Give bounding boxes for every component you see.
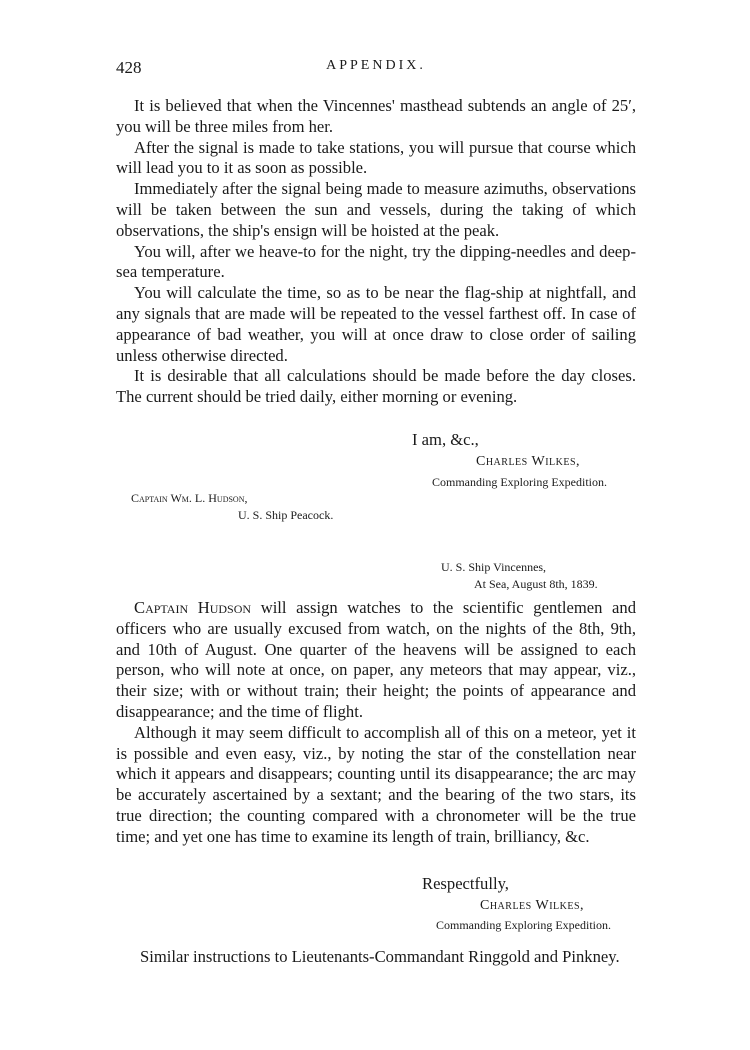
paragraph-text: will assign watches to the scientific gentlemen and officers who are usually excused from watch, on the nights of the 8th, 9th, and 10th of August. One quarter of the heavens will be assigned to each person, who will note at once, on paper, any meteors that may appear, viz., their size; with or without train; their height; the points of appearance and disappearance; and the time of flight. <box>116 598 637 721</box>
letter-two-body <box>116 598 636 848</box>
paragraph: After the signal is made to take stations, you will pursue that course which will lead you to it as soon as possible. <box>116 137 636 178</box>
letter-one-signature-name: Charles Wilkes, <box>476 454 581 469</box>
final-note-text: Similar instructions to Lieutenants-Commandant Ringgold and Pinkney. <box>140 947 620 966</box>
addressee-inline: Captain Hudson <box>134 598 252 617</box>
dateline-ship: U. S. Ship Vincennes, <box>441 560 547 574</box>
letter-two-closing: Respectfully, <box>422 874 509 893</box>
dateline-date: At Sea, August 8th, 1839. <box>474 577 598 591</box>
letter-one-signature-title: Commanding Exploring Expedition. <box>432 475 607 489</box>
letter-two-signature-name: Charles Wilkes, <box>480 898 585 913</box>
paragraph: You will, after we heave-to for the night, try the dipping-needles and deep-sea temperature. <box>116 241 636 282</box>
paragraph: You will calculate the time, so as to be near the flag-ship at nightfall, and any signals that are made will be repeated to the vessel farthest off. In case of appearance of bad weather, you will at once draw to close order of sailing unless otherwise directed. <box>116 283 636 365</box>
page-number: 428 <box>116 58 142 77</box>
paragraph <box>116 598 636 723</box>
addressee-ship: U. S. Ship Peacock. <box>238 508 334 522</box>
paragraph: Although it may seem difficult to accomplish all of this on a meteor, yet it is possible and even easy, viz., by noting the star of the constellation near which it appears and disappears; counting until its disappearance; the arc may be accurately ascertained by a sextant; and the bearing of the two stars, its true direction; the counting compared with a chronometer will be the true time; and yet one has time to examine its length of train, brilliancy, &c. <box>116 722 636 846</box>
letter-two-signature-title: Commanding Exploring Expedition. <box>436 918 611 932</box>
addressee-name: Captain Wm. L. Hudson, <box>131 491 248 505</box>
page-header <box>116 58 636 82</box>
paragraph: It is believed that when the Vincennes' masthead subtends an angle of 25′, you will be three miles from her. <box>116 96 636 136</box>
paragraph: Immediately after the signal being made to measure azimuths, observations will be taken between the sun and vessels, during the taking of which observations, the ship's ensign will be hoisted at the peak. <box>116 179 636 240</box>
letter-one-body <box>116 96 636 408</box>
running-head: APPENDIX. <box>326 58 426 73</box>
paragraph: It is desirable that all calculations should be made before the day closes. The current should be tried daily, either morning or evening. <box>116 366 636 407</box>
final-note <box>116 946 636 967</box>
letter-one-closing: I am, &c., <box>412 430 479 449</box>
